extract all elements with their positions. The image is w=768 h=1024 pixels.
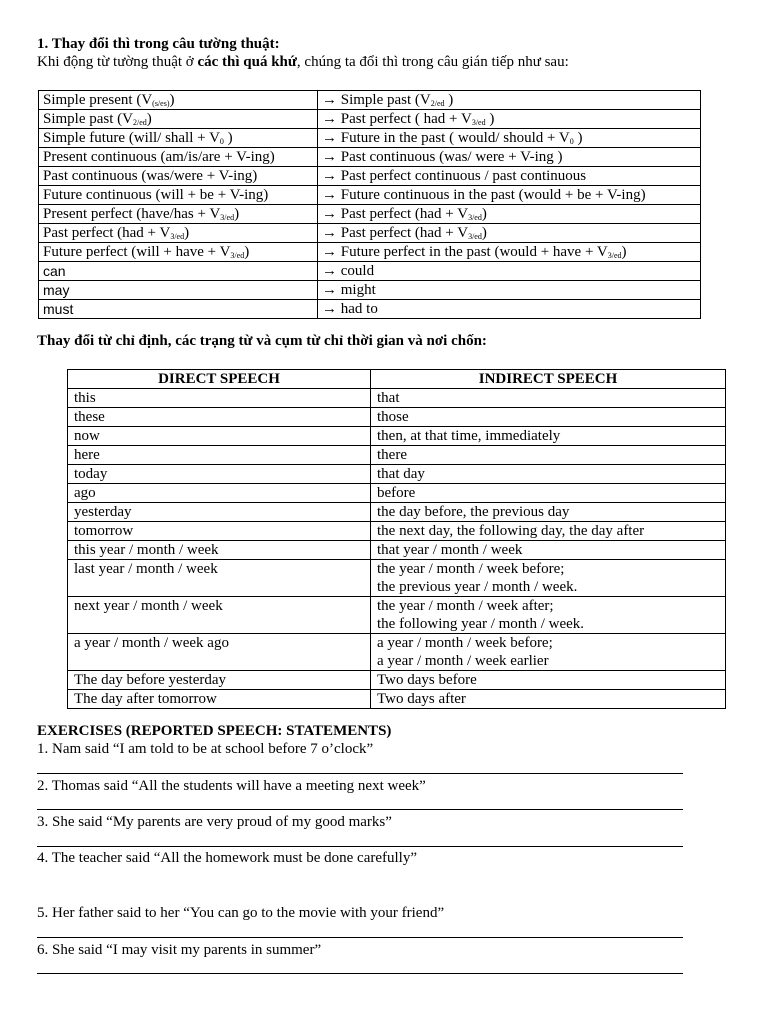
indirect-speech-line: a year / month / week earlier xyxy=(377,653,549,669)
tense-indirect-cell: → Simple past ($V_{2/ed}$ ) xyxy=(318,91,701,110)
direct-speech-cell: this year / month / week xyxy=(68,541,371,560)
tense-direct-cell: Past continuous (was/were + V-ing) xyxy=(39,167,318,186)
indirect-speech-cell xyxy=(371,634,726,671)
table-header-row xyxy=(68,370,726,389)
indirect-speech-cell xyxy=(371,427,726,446)
exercise-question-3: 3. She said “My parents are very proud of my good marks” xyxy=(37,814,392,830)
tense-indirect-cell: → Past continuous (was/ were + V-ing ) xyxy=(318,148,701,167)
direct-speech-cell: a year / month / week ago xyxy=(68,634,371,671)
indirect-speech-cell xyxy=(371,690,726,709)
indirect-speech-cell xyxy=(371,465,726,484)
section-title-adverb-change: Thay đổi từ chỉ định, các trạng từ và cụm từ chỉ thời gian và nơi chốn: xyxy=(37,333,487,349)
tense-indirect-cell: → Past perfect $(had + V_{3/ed})$ xyxy=(318,224,701,243)
indirect-speech-cell xyxy=(371,408,726,427)
direct-speech-cell: The day before yesterday xyxy=(68,671,371,690)
direct-speech-cell: now xyxy=(68,427,371,446)
tense-direct-cell: can xyxy=(39,262,318,281)
indirect-speech-line: the previous year / month / week. xyxy=(377,579,578,595)
indirect-speech-cell xyxy=(371,560,726,597)
indirect-speech-line: there xyxy=(377,447,407,463)
intro-text-end: , chúng ta đổi thì trong câu gián tiếp như sau: xyxy=(296,54,569,70)
indirect-speech-line: the next day, the following day, the day after xyxy=(377,523,645,539)
answer-line-5[interactable] xyxy=(37,937,683,938)
table-row xyxy=(68,484,726,503)
table-row xyxy=(68,541,726,560)
indirect-speech-cell xyxy=(371,671,726,690)
indirect-speech-line: the following year / month / week. xyxy=(377,616,585,632)
tense-indirect-cell: → Past perfect continuous / past continuous xyxy=(318,167,701,186)
tense-direct-cell: Present perfect (have/has + $V_{3/ed}$) xyxy=(39,205,318,224)
direct-speech-cell: yesterday xyxy=(68,503,371,522)
indirect-speech-cell xyxy=(371,597,726,634)
column-header-indirect: INDIRECT SPEECH xyxy=(371,370,726,389)
tense-direct-cell: Present continuous (am/is/are + V-ing) xyxy=(39,148,318,167)
tense-indirect-cell: → Past perfect $(had + V_{3/ed})$ xyxy=(318,205,701,224)
indirect-speech-line: those xyxy=(377,409,409,425)
table-row xyxy=(68,446,726,465)
tense-direct-cell: Simple future (will/ shall + $V_0$ ) xyxy=(39,129,318,148)
table-row xyxy=(39,243,701,262)
intro-bold-text: các thì quá khứ xyxy=(197,54,297,70)
exercise-question-2: 2. Thomas said “All the students will have a meeting next week” xyxy=(37,778,426,794)
table-row xyxy=(68,427,726,446)
indirect-speech-cell xyxy=(371,503,726,522)
table-row xyxy=(68,671,726,690)
indirect-speech-line: that year / month / week xyxy=(377,542,523,558)
indirect-speech-line: Two days after xyxy=(377,691,466,707)
answer-line-2[interactable] xyxy=(37,809,683,810)
table-row xyxy=(39,91,701,110)
tense-direct-cell: Simple past $(V_{2/ed})$ xyxy=(39,110,318,129)
exercises-title: EXERCISES (REPORTED SPEECH: STATEMENTS) xyxy=(37,723,392,739)
tense-direct-cell: Simple present $(V_{(s/es)})$ xyxy=(39,91,318,110)
tense-indirect-cell: → could xyxy=(318,262,701,281)
indirect-speech-line: then, at that time, immediately xyxy=(377,428,561,444)
tense-direct-cell: must xyxy=(39,300,318,319)
direct-speech-cell: last year / month / week xyxy=(68,560,371,597)
table-row xyxy=(39,129,701,148)
column-header-direct: DIRECT SPEECH xyxy=(68,370,371,389)
indirect-speech-line: the day before, the previous day xyxy=(377,504,570,520)
tense-direct-cell: may xyxy=(39,281,318,300)
indirect-speech-line: Two days before xyxy=(377,672,477,688)
answer-line-3[interactable] xyxy=(37,846,683,847)
exercise-question-6: 6. She said “I may visit my parents in summer” xyxy=(37,942,322,958)
indirect-speech-line: the year / month / week before; xyxy=(377,561,565,577)
tense-indirect-cell: → Future perfect in the past (would + have + $V_{3/ed}$) xyxy=(318,243,701,262)
section-title-tense-change: 1. Thay đổi thì trong câu tường thuật: xyxy=(37,36,280,52)
table-row xyxy=(68,690,726,709)
direct-speech-cell: The day after tomorrow xyxy=(68,690,371,709)
table-row xyxy=(39,262,701,281)
indirect-speech-line: that xyxy=(377,390,400,406)
indirect-speech-cell xyxy=(371,522,726,541)
answer-line-1[interactable] xyxy=(37,773,683,774)
table-row xyxy=(68,465,726,484)
table-row xyxy=(39,110,701,129)
direct-speech-cell: today xyxy=(68,465,371,484)
exercise-question-4: 4. The teacher said “All the homework must be done carefully” xyxy=(37,850,418,866)
indirect-speech-line: the year / month / week after; xyxy=(377,598,554,614)
table-row xyxy=(39,300,701,319)
table-row xyxy=(68,408,726,427)
indirect-speech-cell xyxy=(371,484,726,503)
direct-speech-cell: ago xyxy=(68,484,371,503)
table-row xyxy=(39,224,701,243)
tense-indirect-cell: → might xyxy=(318,281,701,300)
table-row xyxy=(68,522,726,541)
direct-speech-cell: next year / month / week xyxy=(68,597,371,634)
table-row xyxy=(68,389,726,408)
table-row xyxy=(39,186,701,205)
intro-text: Khi động từ tường thuật ở xyxy=(37,54,198,70)
table-row xyxy=(39,167,701,186)
table-row xyxy=(39,148,701,167)
table-row xyxy=(68,503,726,522)
direct-indirect-table xyxy=(67,369,726,709)
tense-indirect-cell: → had to xyxy=(318,300,701,319)
table-row xyxy=(39,281,701,300)
indirect-speech-line: before xyxy=(377,485,416,501)
answer-line-6[interactable] xyxy=(37,973,683,974)
direct-speech-cell: these xyxy=(68,408,371,427)
indirect-speech-line: that day xyxy=(377,466,425,482)
tense-indirect-cell: → Past perfect ( had + $V_{3/ed}$ ) xyxy=(318,110,701,129)
tense-direct-cell: Past perfect $(had + V_{3/ed})$ xyxy=(39,224,318,243)
direct-speech-cell: here xyxy=(68,446,371,465)
tense-direct-cell: Future continuous (will + be + V-ing) xyxy=(39,186,318,205)
indirect-speech-cell xyxy=(371,541,726,560)
exercise-question-1: 1. Nam said “I am told to be at school before 7 o’clock” xyxy=(37,741,374,757)
tense-direct-cell: Future perfect (will + have + $V_{3/ed}$) xyxy=(39,243,318,262)
indirect-speech-cell xyxy=(371,389,726,408)
table-row xyxy=(68,634,726,671)
direct-speech-cell: this xyxy=(68,389,371,408)
tense-change-table xyxy=(38,90,701,319)
tense-indirect-cell: → Future in the past ( would/ should + $V_0$ ) xyxy=(318,129,701,148)
exercise-question-5: 5. Her father said to her “You can go to the movie with your friend” xyxy=(37,905,445,921)
indirect-speech-cell xyxy=(371,446,726,465)
table-row xyxy=(68,597,726,634)
section-intro xyxy=(37,53,569,71)
indirect-speech-line: a year / month / week before; xyxy=(377,635,553,651)
table-row xyxy=(68,560,726,597)
tense-indirect-cell: → Future continuous in the past (would + be + V-ing) xyxy=(318,186,701,205)
direct-speech-cell: tomorrow xyxy=(68,522,371,541)
table-row xyxy=(39,205,701,224)
